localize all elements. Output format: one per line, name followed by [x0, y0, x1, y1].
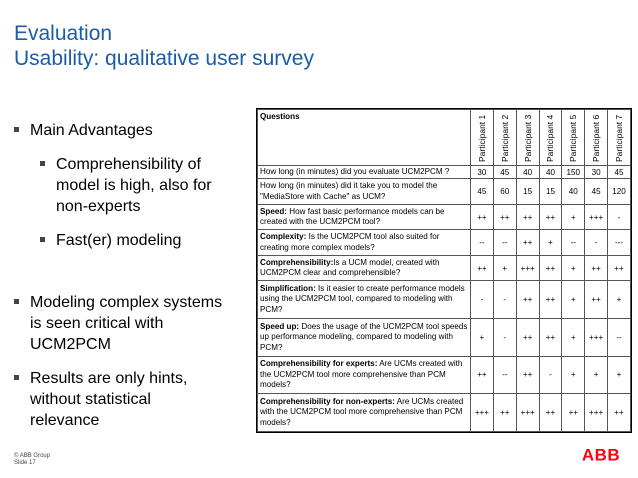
bullet-fast-modeling [40, 230, 245, 251]
questions-header: Questions [258, 110, 471, 166]
question-topic: Comprehensibility for non-experts: [260, 396, 395, 406]
question-topic: Complexity: [260, 232, 307, 242]
answer-cell: + [562, 281, 585, 319]
bullet-square-icon [14, 127, 19, 132]
answer-cell: 60 [493, 179, 516, 204]
bullet-text: Main Advantages [30, 122, 153, 139]
question-cell [258, 230, 471, 255]
question-topic: Speed up: [260, 321, 300, 331]
answer-cell: ++ [608, 394, 631, 432]
answer-cell: 30 [471, 166, 494, 179]
slide-number: Slide 17 [14, 460, 36, 466]
answer-cell: -- [493, 356, 516, 394]
answer-cell: ++ [471, 356, 494, 394]
answer-cell: +++ [585, 394, 608, 432]
answer-cell: ++ [493, 394, 516, 432]
question-topic: Comprehensibility for experts: [260, 359, 378, 369]
slide-title: Evaluation [14, 22, 113, 45]
answer-cell: ++ [539, 255, 562, 280]
answer-cell: 45 [471, 179, 494, 204]
question-topic: Simplification: [260, 283, 316, 293]
question-cell [258, 394, 471, 432]
answer-cell: ++ [516, 204, 539, 229]
bullet-results-hints [14, 368, 224, 431]
bullet-square-icon [14, 375, 19, 380]
participant-header: Participant 5 [562, 110, 585, 166]
answer-cell: - [539, 356, 562, 394]
answer-cell: + [562, 204, 585, 229]
answer-cell: 15 [539, 179, 562, 204]
answer-cell: 45 [493, 166, 516, 179]
answer-cell: ++ [471, 255, 494, 280]
bullet-complex-systems [14, 292, 229, 355]
question-cell [258, 166, 471, 179]
question-topic: Comprehensibility: [260, 257, 334, 267]
answer-cell: ++ [539, 281, 562, 319]
answer-cell: 45 [608, 166, 631, 179]
copyright-text: © ABB Group [14, 453, 51, 459]
question-text: How long (in minutes) did you evaluate UCM2PCM ? [260, 166, 450, 176]
bullet-main-advantages [14, 120, 244, 141]
question-text: How long (in minutes) did it take you to model the "MediaStore with Cache" as UCM? [260, 181, 438, 201]
answer-cell: --- [608, 230, 631, 255]
question-cell [258, 179, 471, 204]
answer-cell: ++ [608, 255, 631, 280]
question-text: Are UCMs created with the UCM2PCM tool more comprehensive than PCM models? [260, 359, 463, 390]
answer-cell: ++ [562, 394, 585, 432]
footer [14, 453, 50, 467]
question-cell [258, 318, 471, 356]
answer-cell: ++ [585, 255, 608, 280]
table-row [258, 281, 631, 319]
abb-logo-text: ABB [581, 446, 621, 462]
bullet-text: Fast(er) modeling [56, 232, 182, 249]
table-row [258, 179, 631, 204]
question-topic: Speed: [260, 206, 287, 216]
answer-cell: + [608, 356, 631, 394]
answer-cell: + [562, 318, 585, 356]
answer-cell: + [608, 281, 631, 319]
answer-cell: +++ [585, 318, 608, 356]
answer-cell: ++ [516, 318, 539, 356]
answer-cell: 30 [585, 166, 608, 179]
bullet-square-icon [14, 299, 19, 304]
answer-cell: -- [493, 230, 516, 255]
answer-cell: 40 [539, 166, 562, 179]
bullet-comprehensibility [40, 154, 245, 217]
answer-cell: - [493, 281, 516, 319]
answer-cell: -- [608, 318, 631, 356]
answer-cell: 45 [585, 179, 608, 204]
answer-cell: ++ [539, 318, 562, 356]
slide-subtitle: Usability: qualitative user survey [14, 47, 314, 70]
participant-header: Participant 4 [539, 110, 562, 166]
answer-cell: +++ [516, 394, 539, 432]
participant-header: Participant 7 [608, 110, 631, 166]
abb-logo [577, 446, 625, 462]
question-text: Does the usage of the UCM2PCM tool speeds up performance modeling, compared to modeling with PCM? [260, 321, 468, 352]
bullet-square-icon [40, 161, 45, 166]
bullet-square-icon [40, 237, 45, 242]
question-text: Are UCMs created with the UCM2PCM tool more comprehensive than PCM models? [260, 396, 464, 427]
bullet-text: Comprehensibility of model is high, also for non-experts [56, 156, 212, 215]
answer-cell: ++ [493, 204, 516, 229]
answer-cell: -- [471, 230, 494, 255]
question-cell [258, 204, 471, 229]
answer-cell: + [562, 255, 585, 280]
table-row [258, 394, 631, 432]
participant-header: Participant 6 [585, 110, 608, 166]
question-text: Is the UCM2PCM tool also suited for creating more complex models? [260, 232, 440, 252]
answer-cell: + [562, 356, 585, 394]
participant-header: Participant 3 [516, 110, 539, 166]
survey-table [256, 108, 632, 433]
answer-cell: +++ [471, 394, 494, 432]
question-text: How fast basic performance models can be created with the UCM2PCM tool? [260, 206, 445, 227]
bullet-text: Modeling complex systems is seen critical with UCM2PCM [30, 294, 223, 353]
answer-cell: - [471, 281, 494, 319]
answer-cell: ++ [539, 204, 562, 229]
answer-cell: ++ [516, 230, 539, 255]
answer-cell: - [608, 204, 631, 229]
answer-cell: - [493, 318, 516, 356]
answer-cell: + [585, 356, 608, 394]
bullet-text: Results are only hints, without statistical relevance [30, 370, 188, 429]
answer-cell: + [471, 318, 494, 356]
answer-cell: ++ [471, 204, 494, 229]
answer-cell: 40 [516, 166, 539, 179]
answer-cell: +++ [585, 204, 608, 229]
table-row [258, 230, 631, 255]
participant-header: Participant 2 [493, 110, 516, 166]
answer-cell: + [493, 255, 516, 280]
table-row [258, 255, 631, 280]
answer-cell: +++ [516, 255, 539, 280]
answer-cell: ++ [516, 281, 539, 319]
question-cell [258, 255, 471, 280]
table-row [258, 204, 631, 229]
answer-cell: 120 [608, 179, 631, 204]
answer-cell: 15 [516, 179, 539, 204]
answer-cell: ++ [585, 281, 608, 319]
answer-cell: 150 [562, 166, 585, 179]
answer-cell: -- [562, 230, 585, 255]
answer-cell: - [585, 230, 608, 255]
question-cell [258, 281, 471, 319]
question-text: Is it easier to create performance models using the UCM2PCM tool, compared to modeling with PCM? [260, 283, 465, 314]
table-row [258, 166, 631, 179]
answer-cell: 40 [562, 179, 585, 204]
answer-cell: ++ [539, 394, 562, 432]
table-row [258, 318, 631, 356]
table-row [258, 356, 631, 394]
participant-header: Participant 1 [471, 110, 494, 166]
answer-cell: + [539, 230, 562, 255]
question-text: Is a UCM model, created with UCM2PCM clear and comprehensible? [260, 257, 440, 278]
question-cell [258, 356, 471, 394]
answer-cell: ++ [516, 356, 539, 394]
